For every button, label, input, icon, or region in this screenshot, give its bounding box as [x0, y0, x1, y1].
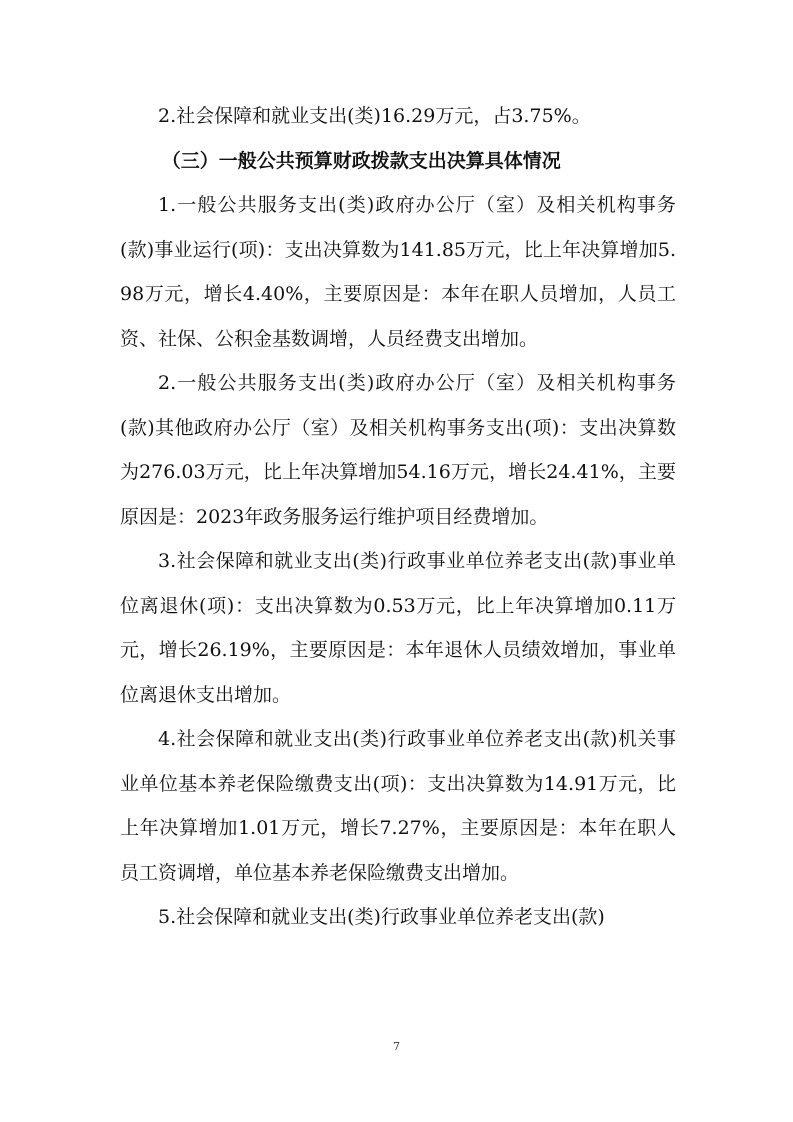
- paragraph-item-2: 2.一般公共服务支出(类)政府办公厅（室）及相关机构事务(款)其他政府办公厅（室）及相关机构事务支出(项)：支出决算数为276.03万元，比上年决算增加54.16万元，增长24.41%，主要原因是：2023年政务服务运行维护项目经费增加。: [120, 372, 676, 528]
- paragraph-item-5: 5.社会保障和就业支出(类)行政事业单位养老支出(款): [158, 906, 605, 928]
- section-heading: （三）一般公共预算财政拨款支出决算具体情况: [161, 149, 561, 172]
- page-number: 7: [393, 1040, 400, 1053]
- paragraph-item-4: 4.社会保障和就业支出(类)行政事业单位养老支出(款)机关事业单位基本养老保险缴费支出(项)：支出决算数为14.91万元，比上年决算增加1.01万元，增长7.27%，主要原因是：本年在职人员工资调增，单位基本养老保险缴费支出增加。: [120, 728, 676, 884]
- document-body: [120, 94, 676, 940]
- paragraph-item-1: 1.一般公共服务支出(类)政府办公厅（室）及相关机构事务(款)事业运行(项)：支出决算数为141.85万元，比上年决算增加5.98万元，增长4.40%，主要原因是：本年在职人员增加，人员工资、社保、公积金基数调增，人员经费支出增加。: [120, 194, 676, 350]
- paragraph-social-security-total: 2.社会保障和就业支出(类)16.29万元，占3.75%。: [158, 105, 591, 127]
- paragraph-item-3: 3.社会保障和就业支出(类)行政事业单位养老支出(款)事业单位离退休(项)：支出决算数为0.53万元，比上年决算增加0.11万元，增长26.19%，主要原因是：本年退休人员绩效增加，事业单位离退休支出增加。: [120, 550, 676, 706]
